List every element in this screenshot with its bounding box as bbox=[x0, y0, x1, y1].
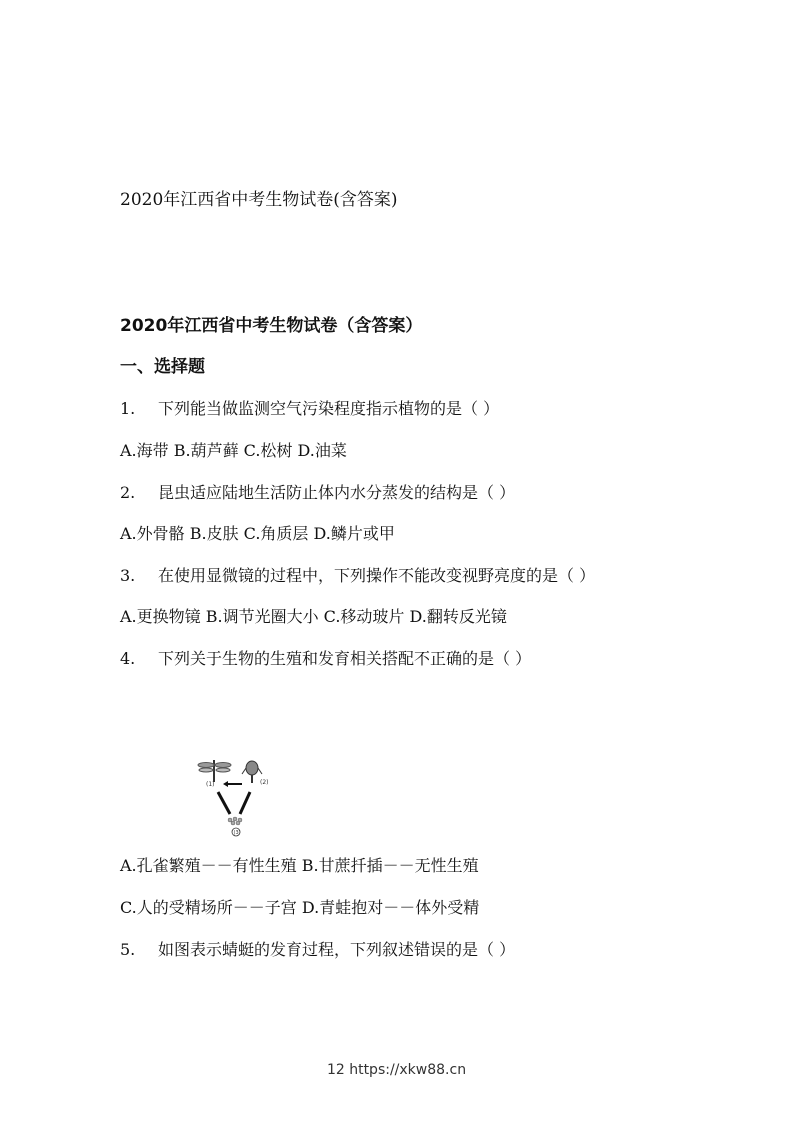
question-1 bbox=[120, 399, 499, 419]
question-2 bbox=[120, 483, 515, 503]
question-4 bbox=[120, 649, 531, 669]
dragonfly-life-cycle-diagram-icon bbox=[196, 756, 276, 838]
egg-cluster-icon bbox=[228, 817, 242, 825]
question-3-options: A.更换物镜 B.调节光圈大小 C.移动玻片 D.翻转反光镜 bbox=[120, 607, 507, 626]
svg-text:(2): (2) bbox=[260, 779, 269, 786]
question-text: 如图表示蜻蜓的发育过程，下列叙述错误的是（ ） bbox=[158, 940, 516, 959]
question-number: 2. bbox=[120, 483, 136, 502]
question-number: 4. bbox=[120, 649, 136, 668]
dragonfly-adult-icon bbox=[198, 760, 231, 782]
question-text: 下列关于生物的生殖和发育相关搭配不正确的是（ ） bbox=[158, 649, 532, 668]
svg-text:(1): (1) bbox=[206, 781, 215, 788]
question-4-options-row-2: C.人的受精场所－－子宫 D.青蛙抱对－－体外受精 bbox=[120, 898, 480, 917]
question-4-options-row-1: A.孔雀繁殖－－有性生殖 B.甘蔗扦插－－无性生殖 bbox=[120, 856, 479, 875]
dragonfly-nymph-icon bbox=[242, 761, 262, 783]
question-5 bbox=[120, 940, 515, 960]
section-title: 一、选择题 bbox=[120, 357, 205, 377]
document-title: 2020年江西省中考生物试卷（含答案） bbox=[120, 316, 423, 336]
question-2-options: A.外骨骼 B.皮肤 C.角质层 D.鳞片或甲 bbox=[120, 524, 395, 543]
question-text: 下列能当做监测空气污染程度指示植物的是（ ） bbox=[158, 399, 500, 418]
question-number: 1. bbox=[120, 399, 136, 418]
question-text: 昆虫适应陆地生活防止体内水分蒸发的结构是（ ） bbox=[158, 483, 516, 502]
page-footer: 12 https://xkw88.cn bbox=[326, 1062, 467, 1078]
question-1-options: A.海带 B.葫芦藓 C.松树 D.油菜 bbox=[120, 441, 347, 460]
question-number: 5. bbox=[120, 940, 136, 959]
svg-text:(3): (3) bbox=[233, 830, 241, 836]
header-title: 2020年江西省中考生物试卷(含答案) bbox=[120, 190, 398, 210]
question-number: 3. bbox=[120, 566, 136, 585]
question-3 bbox=[120, 566, 595, 586]
question-text: 在使用显微镜的过程中，下列操作不能改变视野亮度的是（ ） bbox=[158, 566, 596, 585]
